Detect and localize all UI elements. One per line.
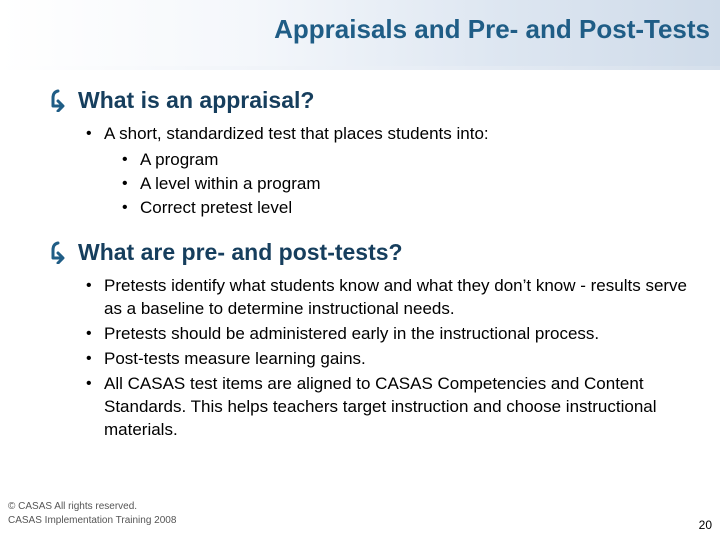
bullet-text: A short, standardized test that places students into: (104, 124, 489, 143)
sub-bullet-text: A level within a program (140, 174, 321, 193)
bullet-dot-icon: • (122, 151, 128, 168)
section-heading-text: What is an appraisal? (78, 87, 315, 113)
list-item (84, 347, 700, 370)
section-pre-post-tests (50, 238, 700, 443)
list-item (84, 372, 700, 441)
slide-title: Appraisals and Pre- and Post-Tests (274, 14, 710, 44)
list-item (84, 122, 700, 220)
right-arrow-icon (50, 240, 74, 264)
list-item (84, 274, 700, 320)
bullet-dot-icon: • (86, 125, 92, 142)
sub-list-item (120, 148, 700, 172)
right-arrow-icon (50, 88, 74, 112)
copyright-text: © CASAS All rights reserved. (8, 501, 138, 512)
bullet-text: Post-tests measure learning gains. (104, 349, 366, 368)
section-heading-appraisal (50, 86, 700, 114)
bullet-text: Pretests should be administered early in the instructional process. (104, 324, 600, 343)
sub-list-item (120, 196, 700, 220)
bullet-text: Pretests identify what students know and what they don’t know - results serve as a baseline to determine instructional needs. (104, 276, 688, 318)
section-heading-pre-post-tests (50, 238, 700, 266)
bullet-text: All CASAS test items are aligned to CASAS Competencies and Content Standards. This helps teachers target instruction and choose instructional materials. (104, 374, 657, 439)
list-item (84, 322, 700, 345)
bullet-dot-icon: • (122, 199, 128, 216)
sub-bullet-text: A program (140, 150, 219, 169)
section-heading-text: What are pre- and post-tests? (78, 239, 403, 265)
footer-credits (8, 500, 176, 528)
sub-bullet-text: Correct pretest level (140, 198, 293, 217)
training-text: CASAS Implementation Training 2008 (8, 515, 177, 526)
sub-list-item (120, 172, 700, 196)
bullet-dot-icon: • (86, 350, 92, 367)
bullet-dot-icon: • (86, 277, 92, 294)
bullet-dot-icon: • (86, 325, 92, 342)
bullet-dot-icon: • (86, 375, 92, 392)
section-appraisal (50, 86, 700, 220)
pre-post-tests-bullet-list (84, 274, 700, 441)
bullet-dot-icon: • (122, 175, 128, 192)
appraisal-sub-bullet-list (120, 148, 700, 220)
page-number: 20 (698, 518, 712, 532)
appraisal-bullet-list (84, 122, 700, 220)
